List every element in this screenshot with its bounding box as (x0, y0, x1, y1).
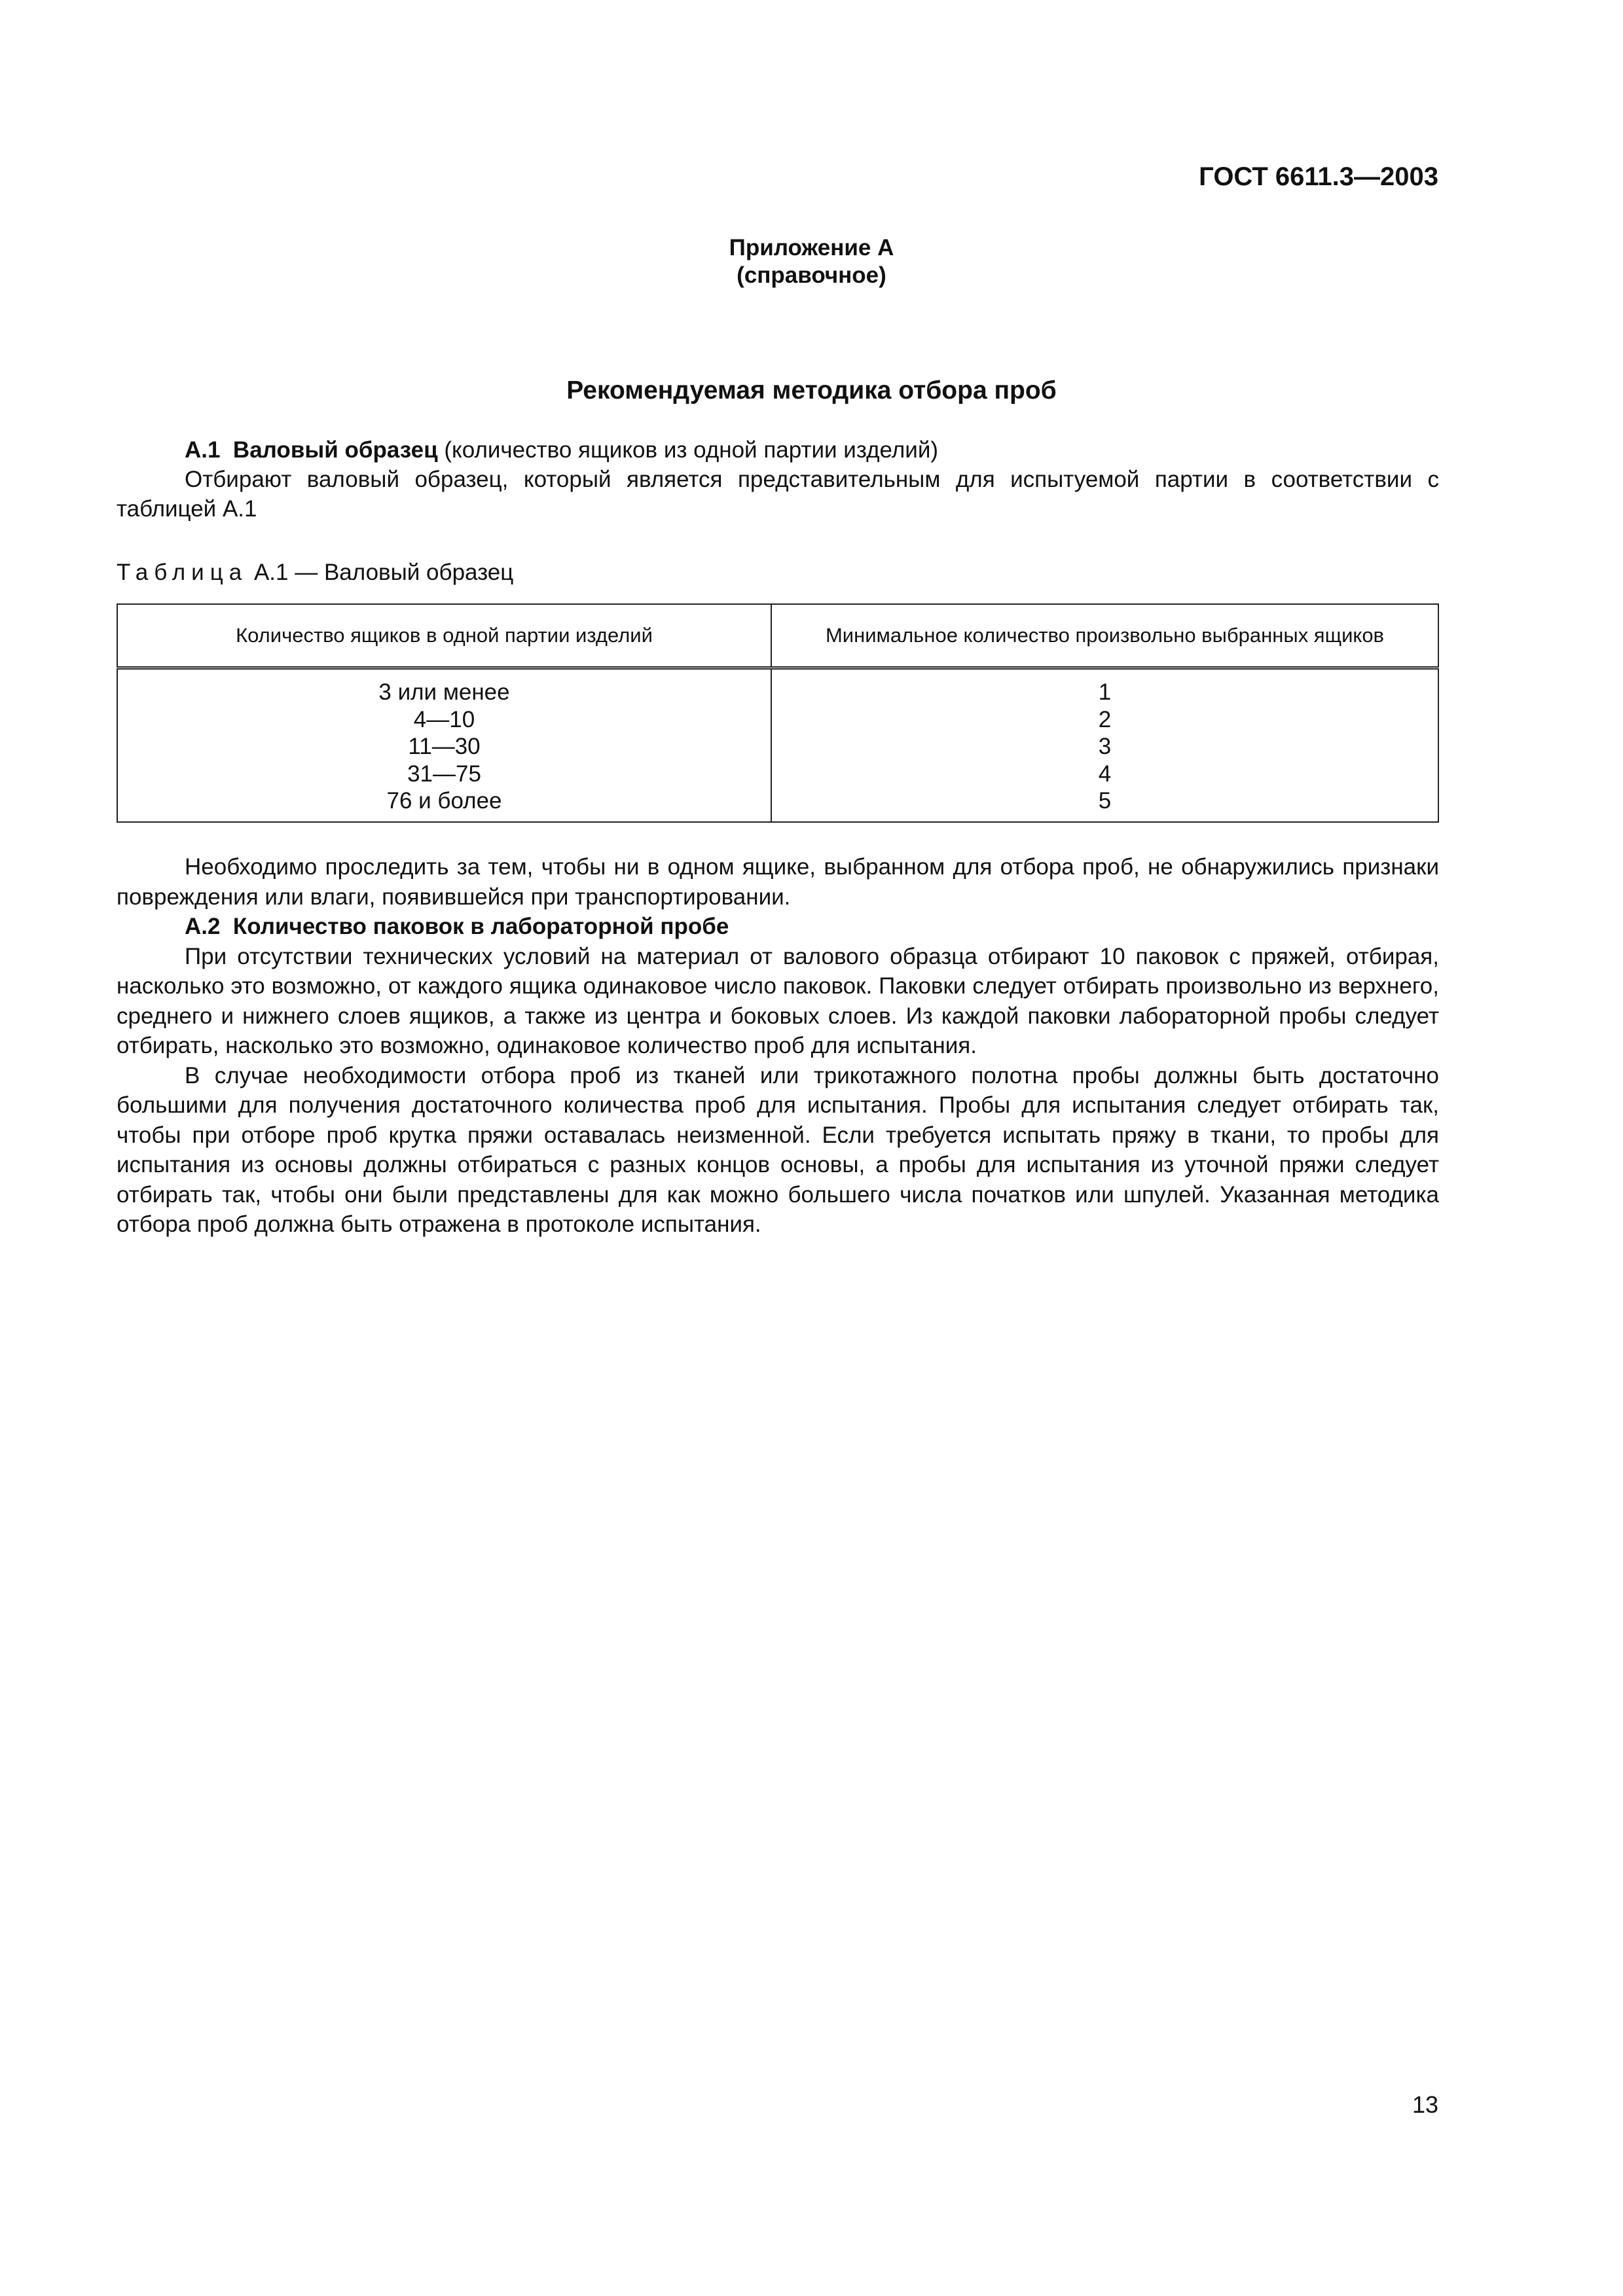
table-header-min-boxes: Минимальное количество произвольно выбранных ящиков (771, 604, 1438, 668)
after-table-paragraph: Необходимо проследить за тем, чтобы ни в одном ящике, выбранном для отбора проб, не обнаружились признаки повреждения или влаги, появившейся при транспортировании. (117, 854, 1439, 910)
a1-heading-text: Валовый образец (232, 437, 438, 463)
table-caption-prefix: Таблица (117, 560, 248, 585)
table-value: 3 (1098, 734, 1112, 759)
annex-heading (0, 234, 1623, 289)
table-row (117, 668, 1438, 822)
a2-heading (117, 912, 1439, 942)
table-value: 3 или менее (378, 679, 510, 705)
section-title: Рекомендуемая методика отбора проб (566, 376, 1057, 404)
a2-paragraph-1: При отсутствии технических условий на материал от валового образца отбирают 10 паковок с пряжей, отбирая, насколько это возможно, от каждого ящика одинаковое число паковок. Паковки следует отбирать произвольно из верхнего, среднего и нижнего слоев ящиков, а также из центра и боковых слоев. Из каждой паковки лабораторной пробы следует отбирать, насколько это возможно, одинаковое количество проб для испытания. (117, 943, 1439, 1058)
table-header-boxes-in-lot: Количество ящиков в одной партии изделий (117, 604, 771, 668)
table-cell-min-boxes (771, 668, 1438, 822)
a1-paragraph: Отбирают валовый образец, который является представительным для испытуемой партии в соответствии с таблицей А.1 (117, 467, 1439, 522)
document-code: ГОСТ 6611.3—2003 (1199, 162, 1438, 191)
table-value: 11—30 (408, 734, 481, 759)
table-value: 5 (1098, 788, 1112, 814)
table-header-row (117, 604, 1438, 668)
table-value: 2 (1098, 706, 1112, 732)
table-cell-boxes-in-lot (117, 668, 771, 822)
section-a1 (117, 435, 1439, 524)
table-caption (117, 560, 513, 586)
section-a2 (117, 852, 1439, 1240)
annex-title: Приложение А (729, 235, 894, 260)
page-number: 13 (1412, 2091, 1438, 2118)
a2-heading-text: Количество паковок в лабораторной пробе (232, 914, 729, 939)
a1-heading (117, 435, 1439, 465)
table-value: 4 (1098, 761, 1112, 787)
table-caption-text: А.1 — Валовый образец (247, 560, 514, 585)
table-value: 31—75 (407, 761, 481, 787)
sample-table (117, 603, 1439, 823)
table-value: 76 и более (386, 788, 502, 814)
table-value: 4—10 (413, 706, 475, 732)
a1-heading-note: (количество ящиков из одной партии изделий) (437, 437, 939, 463)
a2-paragraph-2: В случае необходимости отбора проб из тканей или трикотажного полотна пробы должны быть достаточно большими для получения достаточного количества проб для испытания. Пробы для испытания следует отбирать так, чтобы при отборе проб крутка пряжи оставалась неизменной. Если требуется испытать пряжу в ткани, то пробы для испытания из основы должны отбираться с разных концов основы, а пробы для испытания из уточной пряжи следует отбирать так, чтобы они были представлены для как можно большего числа початков или шпулей. Указанная методика отбора проб должна быть отражена в протоколе испытания. (117, 1062, 1439, 1237)
a2-number: А.2 (185, 914, 221, 939)
a1-number: А.1 (185, 437, 221, 463)
table-value: 1 (1098, 679, 1112, 705)
annex-subtitle: (справочное) (737, 262, 886, 288)
